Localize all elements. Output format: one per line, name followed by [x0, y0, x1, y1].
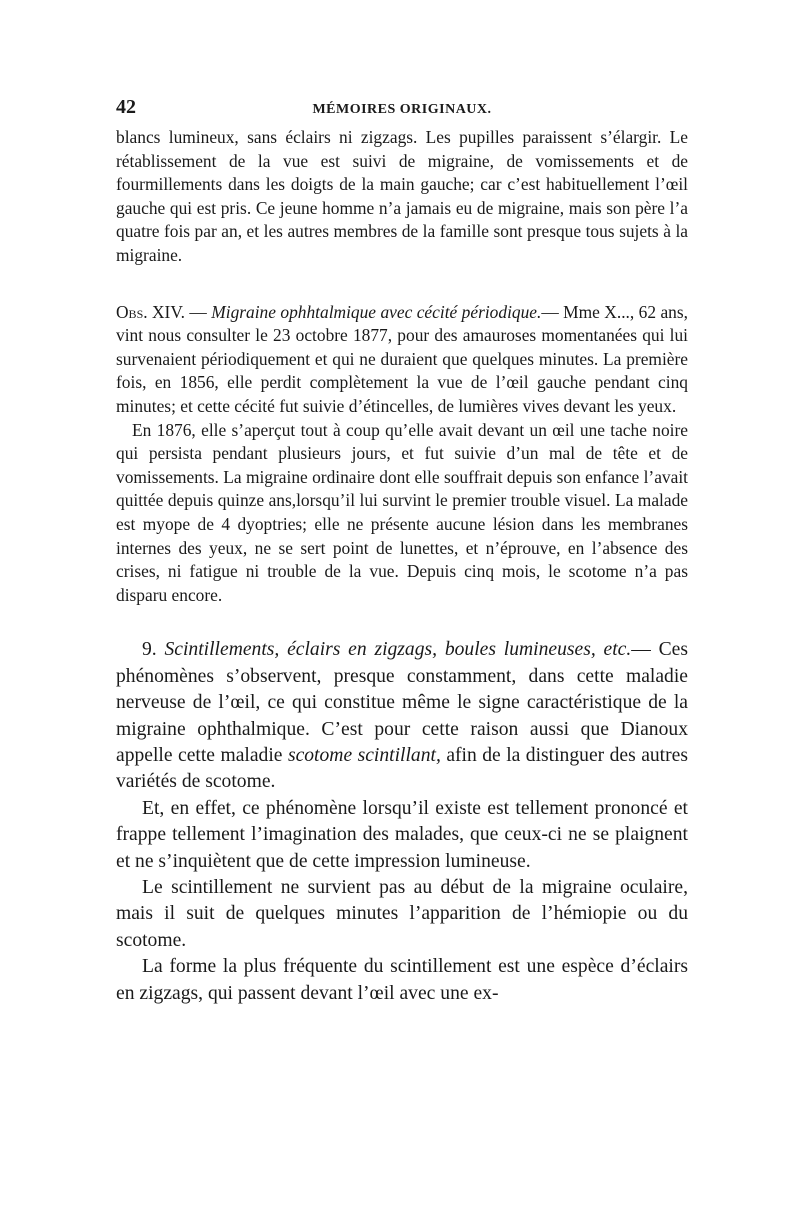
section-text: — Ces phénomènes s’observent, presque constamment, dans cette maladie nerveuse de l’œil, ce qui constitue même le signe caractéristique de la migraine ophthalmique. C’est pour cette raison aussi que Dianoux appelle cette maladie: [116, 639, 688, 766]
observation-label: Obs. XIV.: [116, 301, 186, 322]
paragraph: Et, en effet, ce phénomène lorsqu’il existe est tellement prononcé et frappe tellement l’imagination des malades, que ceux-ci ne se plaignent et ne s’inquiètent que de cette impression lumineuse.: [116, 797, 688, 872]
book-page: [116, 96, 688, 1007]
section-text-end: afin de la distinguer des autres variétés de scotome.: [116, 744, 688, 793]
section-9-intro: [116, 637, 688, 795]
observation-title: Migraine ophhtalmique avec cécité périodique.: [211, 301, 542, 322]
section-heading: Scintillements, éclairs en zigzags, boules lumineuses, etc.: [164, 639, 632, 661]
section-continuation: [116, 126, 688, 268]
paragraph: La forme la plus fréquente du scintillement est une espèce d’éclairs en zigzags, qui passent devant l’œil avec une ex-: [116, 956, 688, 1004]
observation-paragraph: [116, 301, 688, 419]
observation-dash: —: [185, 301, 212, 322]
paragraph: Le scintillement ne survient pas au début de la migraine oculaire, mais il suit de quelques minutes l’apparition de l’hémiopie ou du scotome.: [116, 876, 688, 951]
italic-term: scotome scintillant,: [287, 744, 441, 766]
page-header: [116, 96, 688, 124]
section-number: 9.: [142, 639, 157, 661]
paragraph: blancs lumineux, sans éclairs ni zigzags. Les pupilles paraissent s’élargir. Le rétablissement de la vue est suivi de migraine, de vomissements et de fourmillements dans les doigts de la main gauche; car c’est habituellement l’œil gauche qui est pris. Ce jeune homme n’a jamais eu de migraine, mais son père l’a quatre fois par an, et les autres membres de la famille sont presque tous sujets à la migraine.: [116, 127, 688, 265]
observation-xiv: [116, 301, 688, 608]
page-number: 42: [116, 96, 136, 118]
paragraph: En 1876, elle s’aperçut tout à coup qu’elle avait devant un œil une tache noire qui persista pendant plusieurs jours, et fut suivie d’un mal de tête et de vomissements. La migraine ordinaire dont elle souffrait depuis son enfance l’avait quittée depuis quinze ans,lorsqu’il lui survint le premier trouble visuel. La malade est myope de 4 dyoptries; elle ne présente aucune lésion dans les membranes internes des yeux, ne se sert point de lunettes, et n’éprouve, en l’absence des crises, ni fatigue ni trouble de la vue. Depuis cinq mois, le scotome n’a pas disparu encore.: [116, 419, 688, 605]
running-title: MÉMOIRES ORIGINAUX.: [312, 102, 492, 117]
section-9: [116, 637, 688, 1007]
observation-text: — Mme X..., 62 ans, vint nous consulter le 23 octobre 1877, pour des amauroses momentanées qui lui survenaient périodiquement et qui ne duraient que quelques minutes. La première fois, en 1856, elle perdit complètement la vue de l’œil gauche pendant cinq minutes; et cette cécité fut suivie d’étincelles, de lumières vives devant les yeux.: [116, 301, 688, 416]
